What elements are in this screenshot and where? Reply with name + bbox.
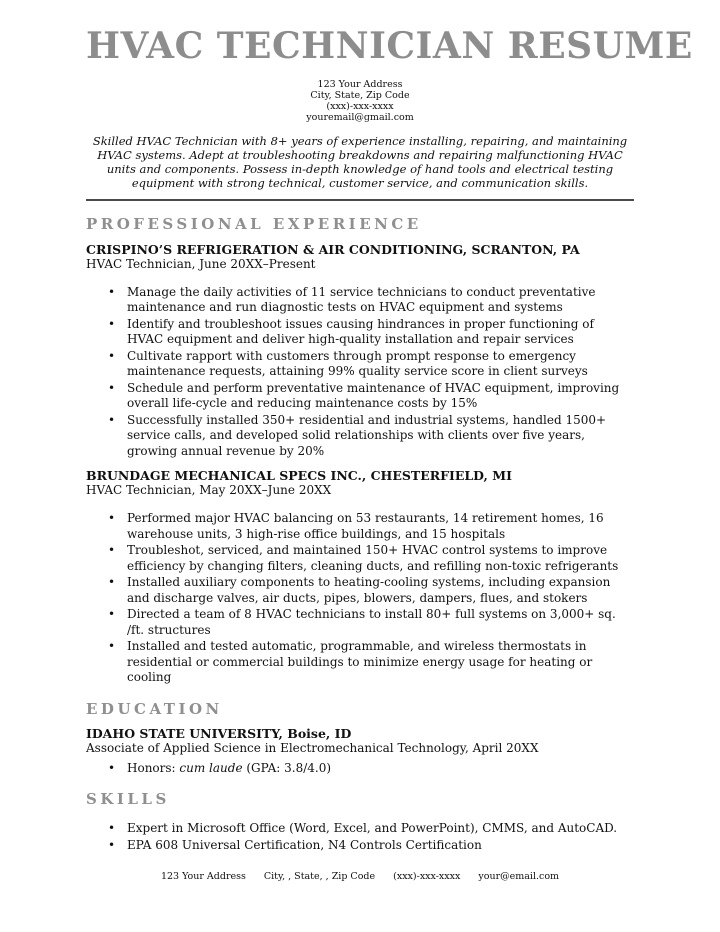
company-name-2: BRUNDAGE MECHANICAL SPECS INC., CHESTERFIELD, MI [86, 468, 512, 484]
honors-prefix: Honors: [127, 760, 180, 775]
bullet-item: • Troubleshot, serviced, and maintained 150+ HVAC control systems to improve efficiency by changing filters, cleaning ducts, and refilling non-toxic refrigerants [127, 543, 622, 574]
job-bullets-2 [86, 511, 622, 686]
bullet-item: • Directed a team of 8 HVAC technicians to install 80+ full systems on 3,000+ sq. /ft. structures [127, 607, 622, 638]
bullet-item: • Expert in Microsoft Office (Word, Excel, and PowerPoint), CMMS, and AutoCAD. [127, 821, 622, 837]
footer-phone: (xxx)-xxx-xxxx [393, 871, 461, 882]
education-bullets [86, 761, 622, 777]
bullet-item: • Schedule and perform preventative maintenance of HVAC equipment, improving overall life-cycle and reducing maintenance costs by 15% [127, 381, 622, 412]
footer-address: 123 Your Address [160, 871, 246, 882]
degree-line: Associate of Applied Science in Electromechanical Technology, April 20XX [86, 741, 539, 756]
school-name: IDAHO STATE UNIVERSITY, Boise, ID [86, 726, 352, 742]
footer-email: your@email.com [478, 871, 560, 882]
skills-bullets [86, 821, 622, 854]
bullet-item: • Performed major HVAC balancing on 53 restaurants, 14 retirement homes, 16 warehouse units, 3 high-rise office buildings, and 15 hospitals [127, 511, 622, 542]
bullet-item: • Cultivate rapport with customers through prompt response to emergency maintenance requests, attaining 99% quality service score in client surveys [127, 349, 622, 380]
honors-suffix: (GPA: 3.8/4.0) [242, 760, 332, 775]
job-dateline-2: HVAC Technician, May 20XX–June 20XX [86, 483, 332, 498]
contact-block [86, 79, 634, 123]
page-title: HVAC TECHNICIAN RESUME [86, 25, 693, 67]
bullet-item: • EPA 608 Universal Certification, N4 Controls Certification [127, 838, 622, 854]
section-heading-education: EDUCATION [86, 699, 223, 718]
honors-bullet [127, 761, 622, 777]
section-heading-skills: SKILLS [86, 790, 170, 809]
contact-city-line: City, State, Zip Code [310, 90, 410, 102]
section-heading-experience: PROFESSIONAL EXPERIENCE [86, 215, 422, 234]
bullet-item: • Identify and troubleshoot issues causing hindrances in proper functioning of HVAC equipment and deliver high-quality installation and repair services [127, 317, 622, 348]
honors-latin: cum laude [179, 760, 243, 775]
summary-paragraph: Skilled HVAC Technician with 8+ years of experience installing, repairing, and maintaining HVAC systems. Adept at troubleshooting breakdowns and repairing malfunctioning HVAC units and components. Possess in-depth knowledge of hand tools and electrical testing equipment with strong technical, customer service, and communication skills. [92, 134, 628, 191]
footer [0, 871, 720, 882]
contact-email-line: youremail@gmail.com [306, 112, 414, 124]
bullet-item: • Successfully installed 350+ residential and industrial systems, handled 1500+ service calls, and developed solid relationships with clients over five years, growing annual revenue by 20% [127, 413, 622, 460]
bullet-item: • Installed auxiliary components to heating-cooling systems, including expansion and discharge valves, air ducts, pipes, blowers, dampers, flues, and stokers [127, 575, 622, 606]
company-name-1: CRISPINO’S REFRIGERATION & AIR CONDITIONING, SCRANTON, PA [86, 241, 580, 257]
job-bullets-1 [86, 285, 622, 460]
divider-rule [86, 199, 634, 201]
job-dateline-1: HVAC Technician, June 20XX–Present [86, 256, 316, 271]
footer-city: City, , State, , Zip Code [263, 871, 376, 882]
contact-address-line: 123 Your Address [317, 79, 403, 91]
bullet-item: • Manage the daily activities of 11 service technicians to conduct preventative maintenance and run diagnostic tests on HVAC equipment and systems [127, 285, 622, 316]
contact-phone-line: (xxx)-xxx-xxxx [326, 101, 394, 113]
bullet-item: • Installed and tested automatic, programmable, and wireless thermostats in residential or commercial buildings to minimize energy usage for heating or cooling [127, 639, 622, 686]
